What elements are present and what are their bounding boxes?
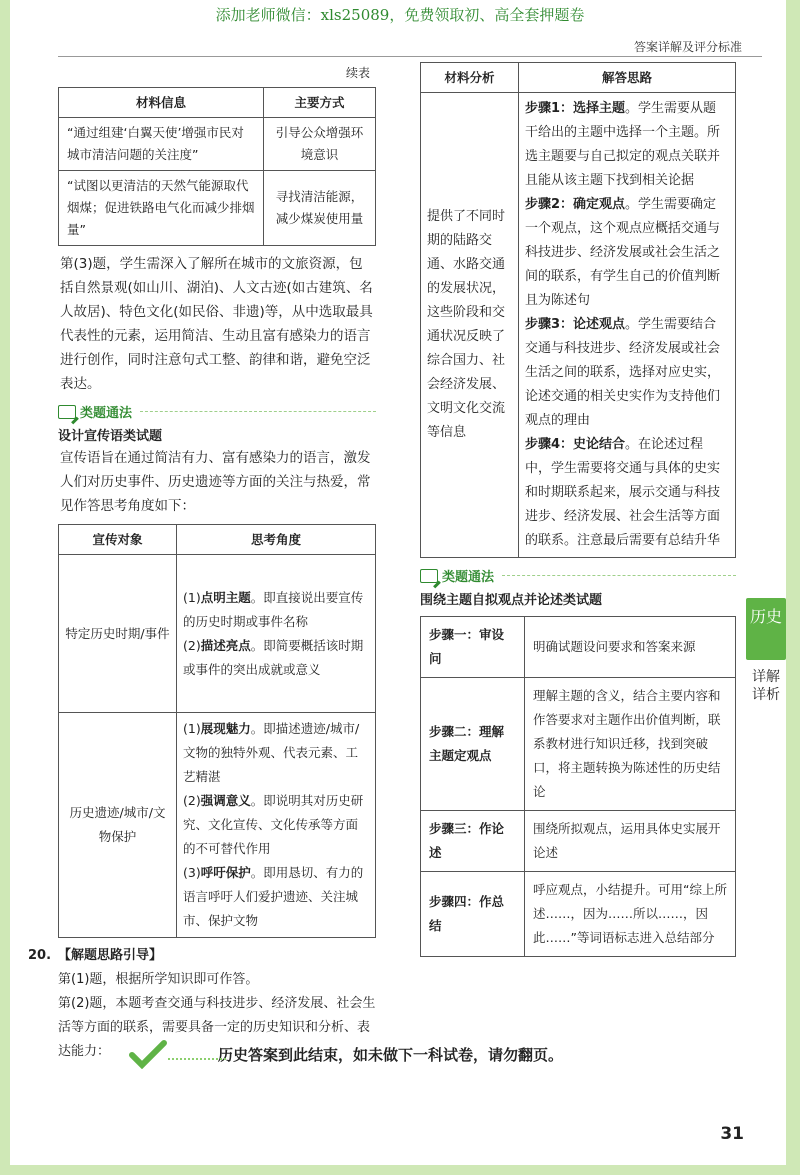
list-item: (1)点明主题。即直接说出要宣传的历史时期或事件名称 xyxy=(183,589,364,629)
header-divider xyxy=(58,56,762,57)
table-cell: 寻找清洁能源，减少煤炭使用量 xyxy=(264,171,376,246)
footer-notice xyxy=(128,1036,668,1072)
table-cell: 围绕所拟观点，运用具体史实展开论述 xyxy=(525,811,736,872)
section-subhead: 设计宣传语类试题 xyxy=(58,429,163,444)
table-row xyxy=(421,93,736,558)
table-cell: 特定历史时期/事件 xyxy=(59,555,177,713)
intro-paragraph: 宣传语旨在通过简洁有力、富有感染力的语言，激发人们对历史事件、历史遗迹等方面的关注与热爱，常见作答思考角度如下： xyxy=(60,450,371,514)
left-column xyxy=(28,62,376,1064)
note-icon xyxy=(420,569,438,583)
table-cell: 历史遗迹/城市/文物保护 xyxy=(59,713,177,938)
question-number: 20. xyxy=(28,948,52,963)
table-header: 思考角度 xyxy=(177,525,376,555)
table-cell: 呼应观点，小结提升。可用“综上所述……，因为……所以……，因此……”等词语标志进入总结部分 xyxy=(525,872,736,957)
checkmark-icon xyxy=(128,1039,166,1069)
table-cell: “试图以更清洁的天然气能源取代烟煤；促进铁路电气化而减少排烟量” xyxy=(59,171,264,246)
table-row xyxy=(59,555,376,713)
table-cell: 步骤二：理解主题定观点 xyxy=(421,678,525,811)
table-cell: 引导公众增强环境意识 xyxy=(264,118,376,171)
footer-text: 历史答案到此结束，如未做下一科试卷，请勿翻页。 xyxy=(218,1045,564,1064)
section-subhead: 围绕主题自拟观点并论述类试题 xyxy=(420,593,603,608)
table-header: 解答思路 xyxy=(519,63,736,93)
table-row xyxy=(421,811,736,872)
table-cell xyxy=(177,713,376,938)
page-number: 31 xyxy=(720,1124,744,1144)
table-row xyxy=(59,171,376,246)
list-item: (2)强调意义。即说明其对历史研究、文化宣传、文化传承等方面的不可替代作用 xyxy=(183,793,364,856)
steps-table xyxy=(420,616,736,957)
question-title: 【解题思路引导】 xyxy=(58,948,163,963)
table-header: 主要方式 xyxy=(264,88,376,118)
step-item: 步骤3：论述观点。学生需要结合交通与科技进步、经济发展或社会生活之间的联系，选择对应史实，论述交通的相关史实作为支持他们观点的理由 xyxy=(525,317,721,428)
material-table xyxy=(58,87,376,246)
continued-label: 续表 xyxy=(345,66,370,80)
table-cell: 步骤三：作论述 xyxy=(421,811,525,872)
table-row xyxy=(59,118,376,171)
table-cell: “通过组建‘白翼天使’增强市民对城市清洁问题的关注度” xyxy=(59,118,264,171)
table-cell xyxy=(519,93,736,558)
step-item: 步骤4：史论结合。在论述过程中，学生需要将交通与具体的史实和时期联系起来，展示交通与科技进步、经济发展、社会生活等方面的联系。注意最后需要有总结升华 xyxy=(525,437,721,548)
list-item: (3)呼吁保护。即用恳切、有力的语言呼吁人们爱护遗迹、关注城市、保护文物 xyxy=(183,865,364,928)
table-cell: 步骤一：审设问 xyxy=(421,617,525,678)
list-item: (1)展现魅力。即描述遗迹/城市/文物的独特外观、代表元素、工艺精湛 xyxy=(183,721,360,784)
note-icon xyxy=(58,405,76,419)
paragraph-q3: 第(3)题，学生需深入了解所在城市的文旅资源，包括自然景观(如山川、湖泊)、人文古迹(如古建筑、名人故居)、特色文化(如民俗、非遗)等，从中选取最具代表性的元素，运用简洁、生动且富有感染力的语言进行创作，同时注意句式工整、韵律和谐，避免空泛表达。 xyxy=(60,256,373,392)
table-cell: 理解主题的含义，结合主要内容和作答要求对主题作出价值判断，联系教材进行知识迁移，找到突破口，将主题转换为陈述性的历史结论 xyxy=(525,678,736,811)
table-row xyxy=(421,872,736,957)
top-banner: 添加老师微信：xls25089，免费领取初、高全套押题卷 xyxy=(215,6,585,24)
table-header: 材料分析 xyxy=(421,63,519,93)
table-cell xyxy=(177,555,376,713)
side-label: 详解详析 xyxy=(752,669,780,703)
step-item: 步骤2：确定观点。学生需要确定一个观点，这个观点应概括交通与科技进步、经济发展或社会生活之间的联系，有学生自己的价值判断且为陈述句 xyxy=(525,197,721,308)
running-header: 答案详解及评分标准 xyxy=(633,40,742,54)
slogan-table xyxy=(58,524,376,938)
dashed-divider xyxy=(140,411,376,412)
table-row xyxy=(421,617,736,678)
table-header: 宣传对象 xyxy=(59,525,177,555)
list-item: (2)描述亮点。即简要概括该时期或事件的突出成就或意义 xyxy=(183,637,364,677)
tip-label: 类题通法 xyxy=(442,570,495,585)
right-column xyxy=(420,62,736,957)
footer-dotted-line xyxy=(168,1058,226,1060)
table-row xyxy=(421,678,736,811)
table-cell: 明确试题设问要求和答案来源 xyxy=(525,617,736,678)
table-row xyxy=(59,713,376,938)
q20-part2: 第(2)题，本题考查交通与科技进步、经济发展、社会生活等方面的联系，需要具备一定的历史知识和分析、表达能力： xyxy=(58,996,376,1059)
tip-label: 类题通法 xyxy=(80,406,133,421)
subject-tab: 历史 xyxy=(746,598,786,660)
tip-heading xyxy=(420,566,736,585)
table-cell: 步骤四：作总结 xyxy=(421,872,525,957)
dashed-divider xyxy=(502,575,736,576)
table-header: 材料信息 xyxy=(59,88,264,118)
step-item: 步骤1：选择主题。学生需要从题干给出的主题中选择一个主题。所选主题要与自己拟定的观点关联并且能从该主题下找到相关论据 xyxy=(525,101,721,188)
analysis-table xyxy=(420,62,736,558)
q20-part1: 第(1)题，根据所学知识即可作答。 xyxy=(58,972,259,987)
tip-heading xyxy=(58,402,376,421)
table-cell: 提供了不同时期的陆路交通、水路交通的发展状况，这些阶段和交通状况反映了综合国力、社会经济发展、文明文化交流等信息 xyxy=(421,93,519,558)
